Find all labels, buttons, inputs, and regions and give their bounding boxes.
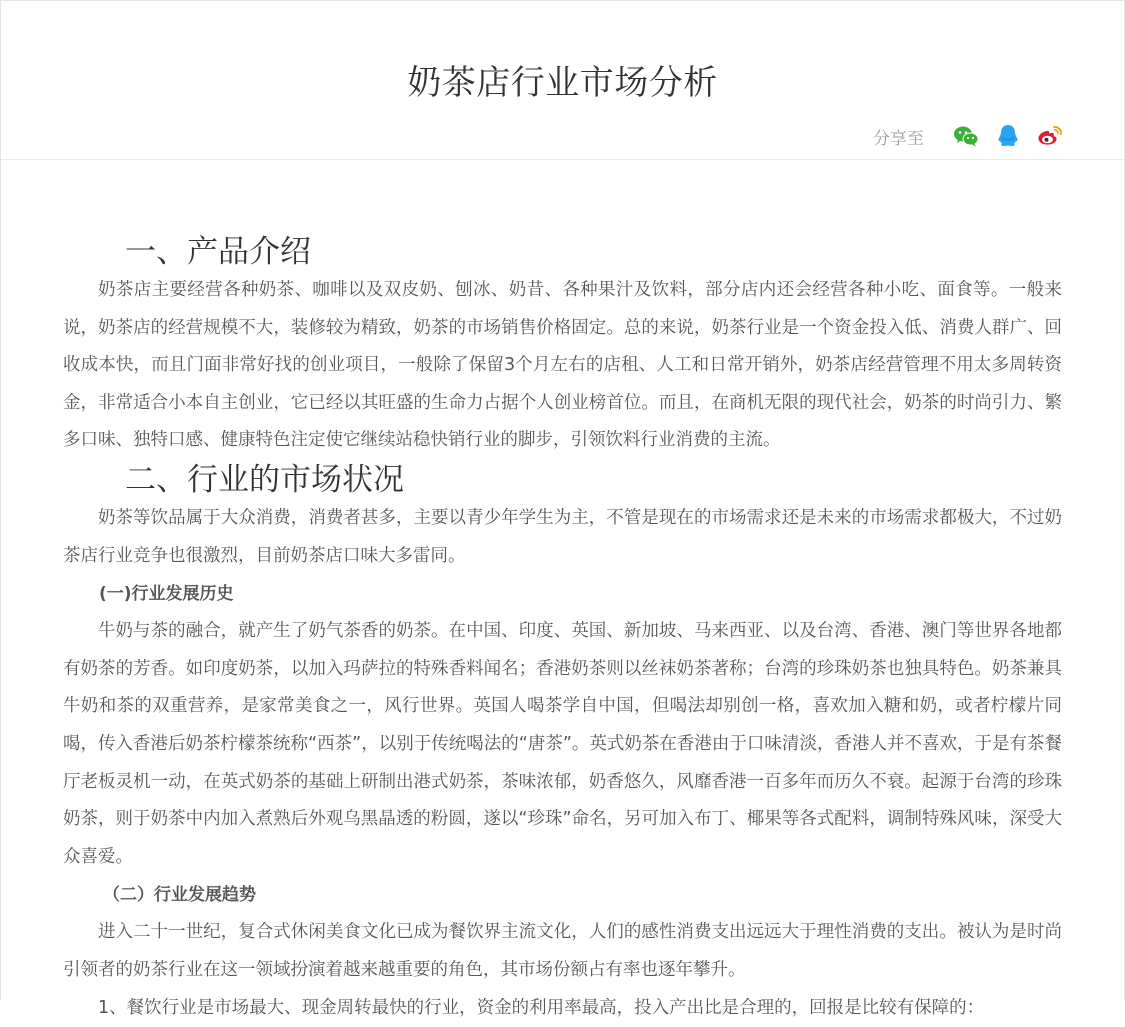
section-heading-market: 二、行业的市场状况 [63, 460, 1062, 500]
share-bar [873, 121, 1064, 151]
paragraph-market-status: 奶茶等饮品属于大众消费，消费者甚多，主要以青少年学生为主，不管是现在的市场需求还是未来的市场需求都极大，不过奶茶店行业竞争也很激烈，目前奶茶店口味大多雷同。 [63, 500, 1062, 575]
article-header [1, 1, 1124, 160]
wechat-icon[interactable] [952, 122, 980, 150]
share-label: 分享至 [873, 124, 924, 149]
qq-icon[interactable] [994, 122, 1022, 150]
paragraph-trend-point-1: 1、餐饮行业是市场最大、现金周转最快的行业，资金的利用率最高，投入产出比是合理的，回报是比较有保障的： [63, 990, 1062, 1027]
subheading-history: (一)行业发展历史 [63, 575, 1062, 613]
weibo-icon[interactable] [1036, 122, 1064, 150]
paragraph-trend: 进入二十一世纪，复合式休闲美食文化已成为餐饮界主流文化，人们的感性消费支出远远大于理性消费的支出。被认为是时尚引领者的奶茶行业在这一领域扮演着越来越重要的角色，其市场份额占有率也逐年攀升。 [63, 914, 1062, 989]
paragraph-history: 牛奶与茶的融合，就产生了奶气茶香的奶茶。在中国、印度、英国、新加坡、马来西亚、以及台湾、香港、澳门等世界各地都有奶茶的芳香。如印度奶茶，以加入玛萨拉的特殊香料闻名；香港奶茶则以丝袜奶茶著称；台湾的珍珠奶茶也独具特色。奶茶兼具牛奶和茶的双重营养，是家常美食之一，风行世界。英国人喝茶学自中国，但喝法却别创一格，喜欢加入糖和奶，或者柠檬片同喝，传入香港后奶茶柠檬茶统称“西茶”，以别于传统喝法的“唐茶”。英式奶茶在香港由于口味清淡，香港人并不喜欢，于是有茶餐厅老板灵机一动，在英式奶茶的基础上研制出港式奶茶，茶味浓郁，奶香悠久，风靡香港一百多年而历久不衰。起源于台湾的珍珠奶茶，则于奶茶中内加入煮熟后外观乌黑晶透的粉圆，遂以“珍珠”命名，另可加入布丁、椰果等各式配料，调制特殊风味，深受大众喜爱。 [63, 613, 1062, 876]
section-heading-product: 一、产品介绍 [63, 232, 1062, 272]
subheading-trend: （二）行业发展趋势 [63, 876, 1062, 914]
page-title: 奶茶店行业市场分析 [1, 55, 1124, 104]
paragraph-product-intro: 奶茶店主要经营各种奶茶、咖啡以及双皮奶、刨冰、奶昔、各种果汁及饮料，部分店内还会经营各种小吃、面食等。一般来说，奶茶店的经营规模不大，装修较为精致，奶茶的市场销售价格固定。总的来说，奶茶行业是一个资金投入低、消费人群广、回收成本快，而且门面非常好找的创业项目，一般除了保留3个月左右的店租、人工和日常开销外，奶茶店经营管理不用太多周转资金，非常适合小本自主创业，它已经以其旺盛的生命力占据个人创业榜首位。而且，在商机无限的现代社会，奶茶的时尚引力、繁多口味、独特口感、健康特色注定使它继续站稳快销行业的脚步，引领饮料行业消费的主流。 [63, 272, 1062, 460]
article-body [1, 160, 1124, 1027]
